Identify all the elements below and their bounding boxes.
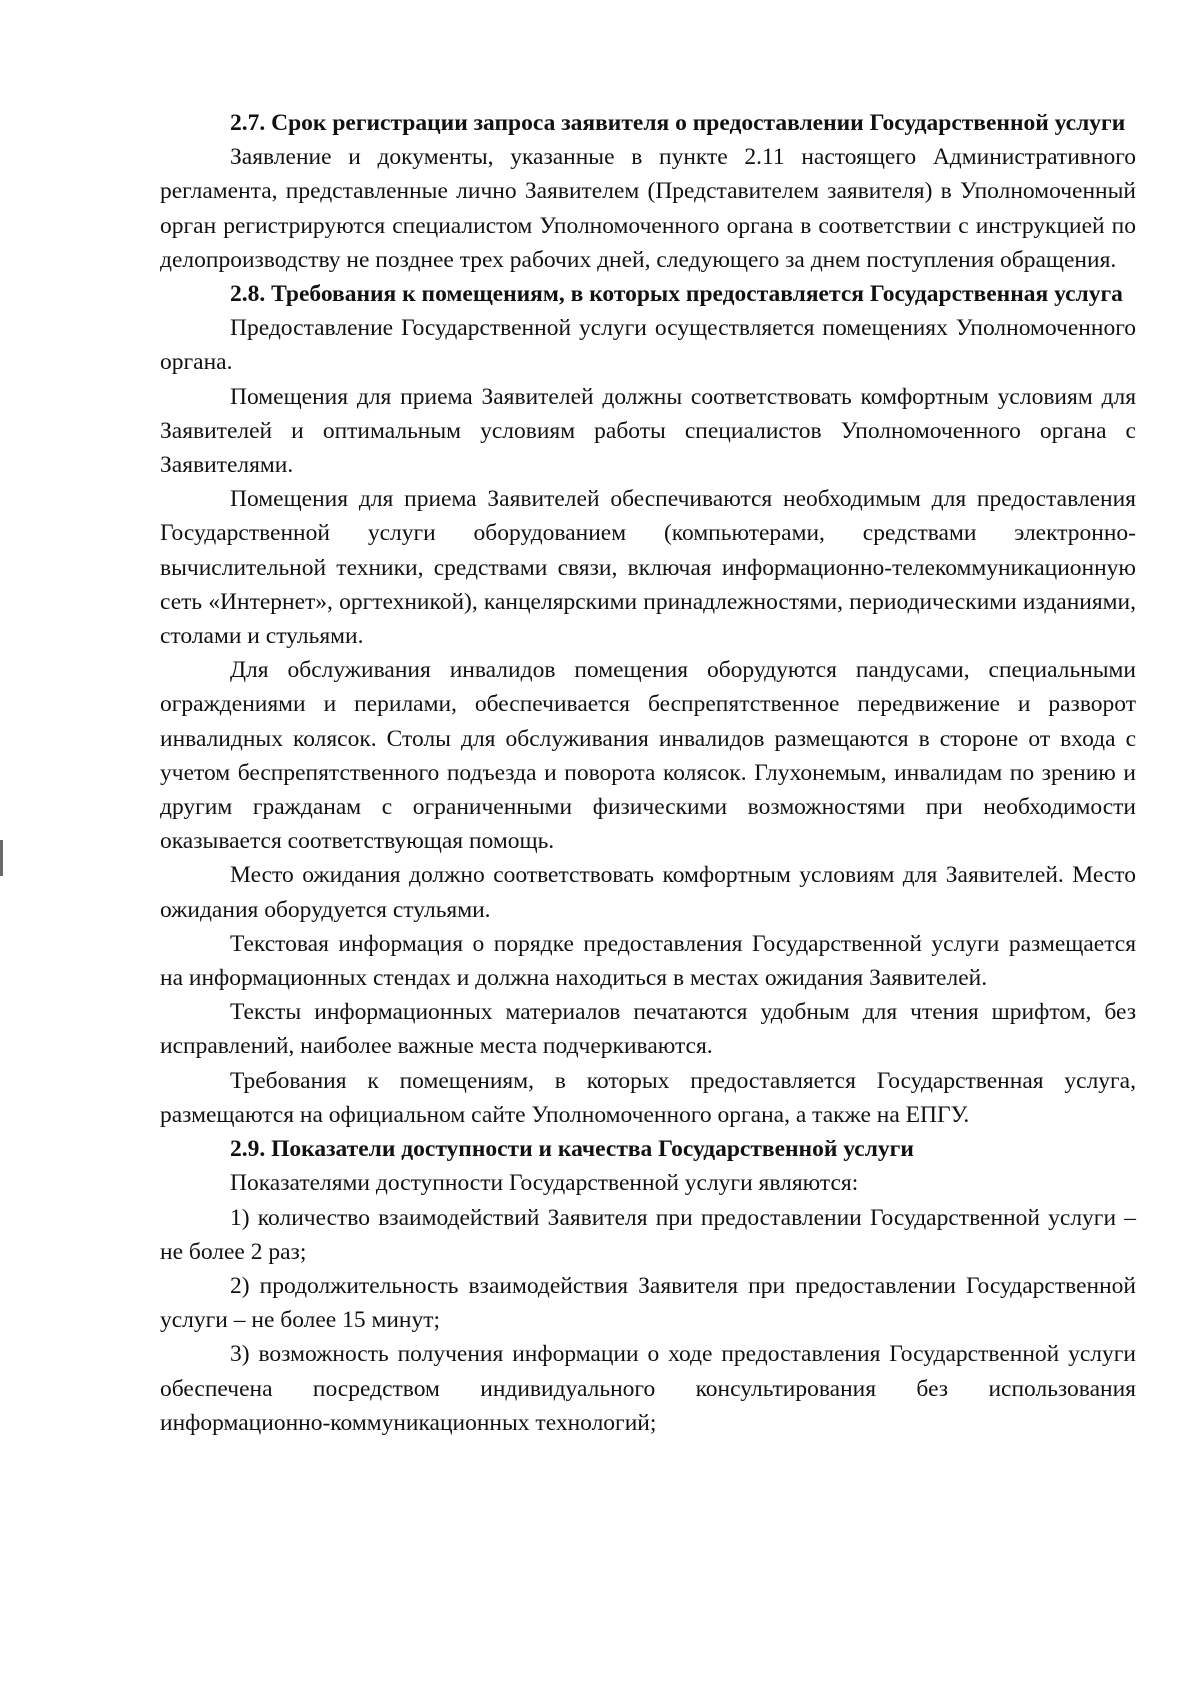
section-heading-2-8: 2.8. Требования к помещениям, в которых предоставляется Государственная услуга [230,281,1123,308]
paragraph-info-stands: Текстовая информация о порядке предоставления Государственной услуги размещается на информационных стендах и должна находиться в местах ожидания Заявителей. [160,930,1136,992]
paragraph-premises-equipment: Помещения для приема Заявителей обеспечиваются необходимым для предоставления Государственной услуги оборудованием (компьютерами, средствами электронно-вычислительной техники, средствами связи, включая информационно-телекоммуникационную сеть «Интернет», оргтехникой), канцелярскими принадлежностями, периодическими изданиями, столами и стульями. [160,486,1136,650]
paragraph-premises-location: Предоставление Государственной услуги осуществляется помещениях Уполномоченного органа. [160,315,1136,376]
paragraph-premises-comfort: Помещения для приема Заявителей должны соответствовать комфортным условиям для Заявителей и оптимальным условиям работы специалистов Уполномоченного органа с Заявителями. [160,383,1136,479]
paragraph-requirements-publication: Требования к помещениям, в которых предоставляется Государственная услуга, размещаются на официальном сайте Уполномоченного органа, а также на ЕПГУ. [160,1067,1136,1128]
document-body [160,106,1136,1440]
section-heading-2-9: 2.9. Показатели доступности и качества Государственной услуги [230,1136,914,1163]
paragraph-disabled-access: Для обслуживания инвалидов помещения оборудуются пандусами, специальными ограждениями и перилами, обеспечивается беспрепятственное передвижение и разворот инвалидных колясок. Столы для обслуживания инвалидов размещаются в стороне от входа с учетом беспрепятственного подъезда и поворота колясок. Глухонемым, инвалидам по зрению и другим гражданам с ограниченными физическими возможностями при необходимости оказывается соответствующая помощь. [160,657,1136,855]
list-item-1: 1) количество взаимодействий Заявителя при предоставлении Государственной услуги – не более 2 раз; [160,1204,1136,1265]
list-item-3: 3) возможность получения информации о ходе предоставления Государственной услуги обеспечена посредством индивидуального консультирования без использования информационно-коммуникационных технологий; [160,1341,1136,1436]
paragraph-accessibility-intro: Показателями доступности Государственной услуги являются: [230,1170,859,1197]
paragraph-registration-term: Заявление и документы, указанные в пункте 2.11 настоящего Административного регламента, представленные лично Заявителем (Представителем заявителя) в Уполномоченный орган регистрируются специалистом Уполномоченного органа в соответствии с инструкцией по делопроизводству не позднее трех рабочих дней, следующего за днем поступления обращения. [160,144,1136,273]
paragraph-waiting-area: Место ожидания должно соответствовать комфортным условиям для Заявителей. Место ожидания оборудуется стульями. [160,862,1136,923]
list-item-2: 2) продолжительность взаимодействия Заявителя при предоставлении Государственной услуги – не более 15 минут; [160,1272,1136,1334]
paragraph-info-materials: Тексты информационных материалов печатаются удобным для чтения шрифтом, без исправлений, наиболее важные места подчеркиваются. [160,999,1136,1060]
section-heading-2-7: 2.7. Срок регистрации запроса заявителя о предоставлении Государственной услуги [230,110,1126,136]
scan-edge-mark [0,840,3,876]
